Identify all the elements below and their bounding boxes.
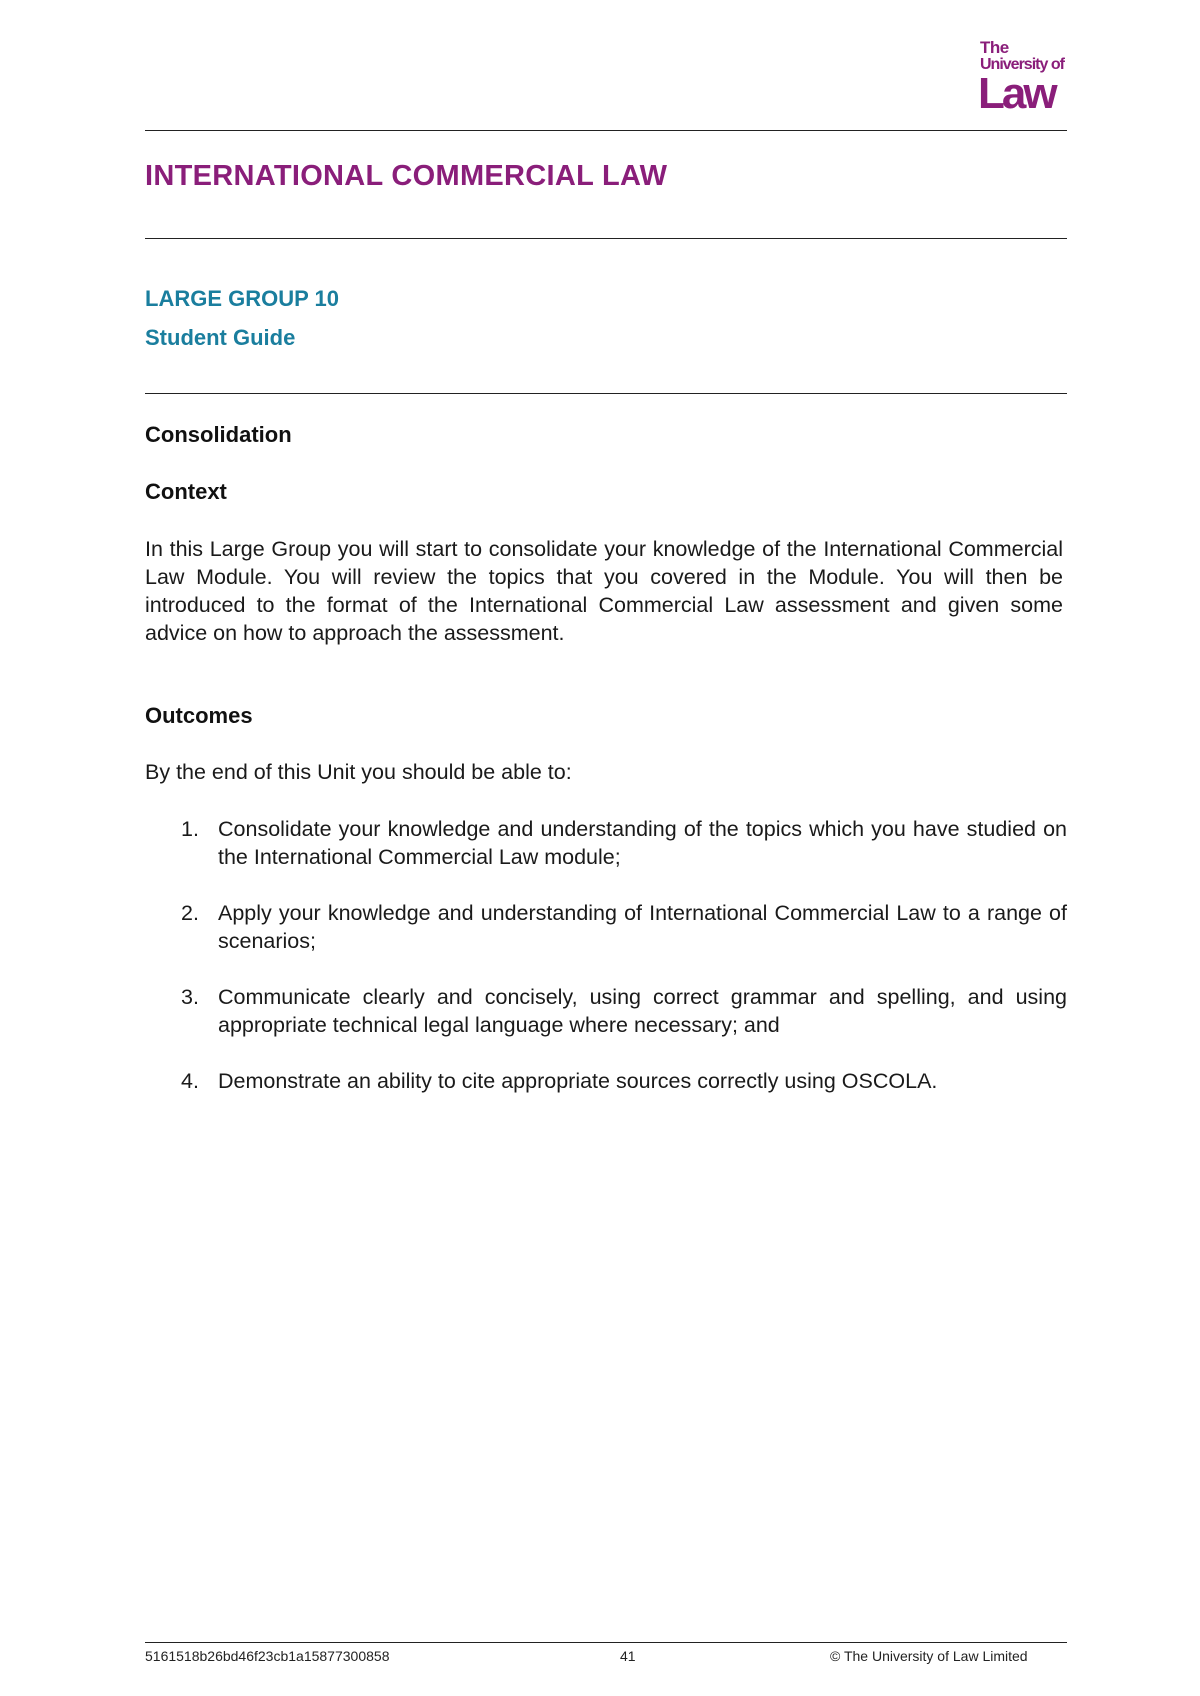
outcomes-list	[145, 815, 1067, 1123]
page-title: INTERNATIONAL COMMERCIAL LAW	[145, 160, 668, 192]
list-item-text: Apply your knowledge and understanding of International Commercial Law to a range of scenarios;	[218, 901, 1067, 953]
list-item-number: 1.	[181, 817, 199, 841]
list-item-number: 4.	[181, 1069, 199, 1093]
list-item-number: 2.	[181, 901, 199, 925]
outcomes-heading: Outcomes	[145, 703, 253, 728]
list-item	[145, 815, 1067, 871]
logo-line-law: Law	[978, 69, 1055, 118]
list-item-number: 3.	[181, 985, 199, 1009]
outcomes-intro: By the end of this Unit you should be able to:	[145, 760, 572, 784]
university-of-law-logo	[978, 38, 1074, 116]
header-divider-top	[145, 130, 1067, 131]
consolidation-heading: Consolidation	[145, 422, 292, 447]
list-item-text: Communicate clearly and concisely, using correct grammar and spelling, and using appropriate technical legal language where necessary; and	[218, 985, 1067, 1037]
logo-line-the: The	[980, 38, 1009, 57]
context-heading: Context	[145, 479, 227, 504]
footer-page-number: 41	[620, 1648, 636, 1664]
footer-document-code: 5161518b26bd46f23cb1a15877300858	[145, 1648, 390, 1664]
list-item-text: Demonstrate an ability to cite appropriate sources correctly using OSCOLA.	[218, 1069, 938, 1093]
large-group-label: LARGE GROUP 10	[145, 286, 339, 311]
logo-line-university-of: University of	[980, 56, 1064, 73]
footer-divider	[145, 1642, 1067, 1643]
list-item	[145, 899, 1067, 955]
context-paragraph: In this Large Group you will start to consolidate your knowledge of the International Commercial Law Module. You will review the topics that you covered in the Module. You will then be introduced to the format of the International Commercial Law assessment and given some advice on how to approach the assessment.	[145, 537, 1063, 645]
student-guide-label: Student Guide	[145, 325, 296, 350]
list-item	[145, 983, 1067, 1039]
footer-copyright: © The University of Law Limited	[830, 1648, 1028, 1664]
header-divider-middle	[145, 238, 1067, 239]
list-item-text: Consolidate your knowledge and understanding of the topics which you have studied on the International Commercial Law module;	[218, 817, 1067, 869]
header-divider-bottom	[145, 393, 1067, 394]
list-item	[145, 1067, 1067, 1095]
